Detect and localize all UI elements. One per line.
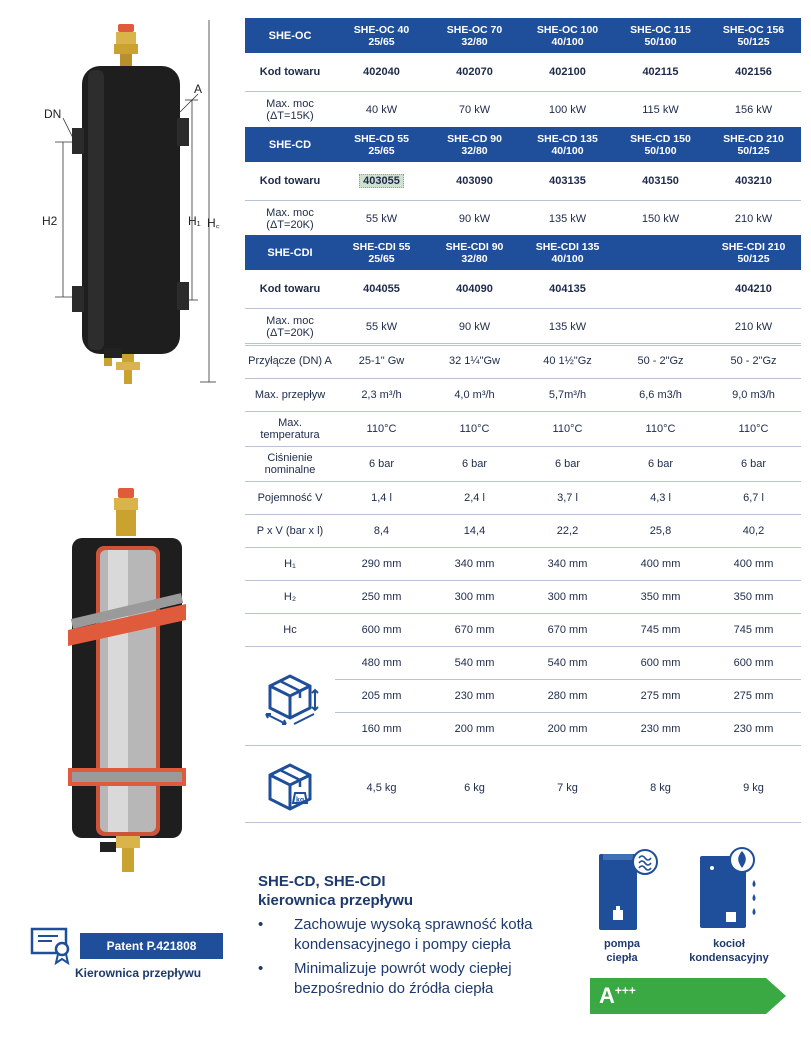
table-cell bbox=[428, 213, 521, 225]
dimension-row bbox=[335, 680, 801, 713]
spec-cell: 22,2 bbox=[556, 525, 579, 537]
cell-value: 404210 bbox=[735, 283, 772, 295]
spec-cell: 14,4 bbox=[463, 525, 486, 537]
spec-cell: 6 bar bbox=[554, 458, 581, 470]
cell-value: 403210 bbox=[735, 175, 772, 187]
model-table bbox=[245, 18, 801, 129]
spec-cell: 40,2 bbox=[742, 525, 765, 537]
feature-item: • Zachowuje wysoką sprawność kotła kondensacyjnego i pompy ciepła bbox=[258, 916, 533, 953]
spec-cell: 50 - 2"Gz bbox=[637, 355, 684, 367]
dn-label: DN bbox=[44, 107, 62, 121]
table-cell bbox=[614, 175, 707, 187]
svg-text:kg: kg bbox=[296, 796, 305, 804]
hc-label: H꜀ bbox=[207, 216, 220, 230]
hydraulic-separator-drawing bbox=[0, 0, 240, 400]
spec-cell: 110°C bbox=[366, 423, 397, 435]
weight-cell: 7 kg bbox=[557, 782, 578, 794]
dimension-cell: 280 mm bbox=[547, 690, 588, 702]
heat-pump-icon bbox=[597, 846, 659, 932]
model-table bbox=[245, 235, 801, 346]
table-row bbox=[245, 92, 801, 129]
spec-row bbox=[245, 482, 801, 515]
spec-cell: 110°C bbox=[459, 423, 490, 435]
table-cell bbox=[335, 104, 428, 116]
spec-row bbox=[245, 344, 801, 379]
model-header-row bbox=[245, 235, 801, 270]
spec-cell: 3,7 l bbox=[557, 492, 578, 504]
model-header-cell: SHE-CD 55 25/65 bbox=[354, 132, 409, 157]
weight-cell: 9 kg bbox=[743, 782, 764, 794]
table-row bbox=[245, 201, 801, 238]
spec-row bbox=[245, 548, 801, 581]
spec-cell: 4,3 l bbox=[650, 492, 671, 504]
spec-cell: 400 mm bbox=[640, 558, 681, 570]
table-cell bbox=[428, 175, 521, 187]
dimension-cell: 480 mm bbox=[361, 657, 402, 669]
table-cell bbox=[335, 213, 428, 225]
spec-row bbox=[245, 379, 801, 412]
dimension-cell: 160 mm bbox=[361, 723, 402, 735]
feature-list bbox=[258, 915, 548, 1003]
weight-row bbox=[245, 746, 801, 823]
table-row bbox=[245, 53, 801, 92]
a-label: A bbox=[194, 82, 203, 96]
spec-cell: 110°C bbox=[645, 423, 676, 435]
row-label: Max. moc (ΔT=15K) bbox=[266, 98, 314, 122]
spec-cell: 350 mm bbox=[733, 591, 774, 603]
spec-cell: 6 bar bbox=[740, 458, 767, 470]
cell-value: 403090 bbox=[456, 175, 493, 187]
spec-cell: 600 mm bbox=[361, 624, 402, 636]
spec-cell: 340 mm bbox=[547, 558, 588, 570]
table-cell bbox=[707, 283, 800, 295]
dimension-cell: 230 mm bbox=[640, 723, 681, 735]
dimension-cell: 600 mm bbox=[733, 657, 774, 669]
table-cell bbox=[521, 104, 614, 116]
table-cell bbox=[614, 213, 707, 225]
spec-cell: 2,3 m³/h bbox=[361, 389, 402, 401]
spec-label: P x V (bar x l) bbox=[256, 525, 324, 537]
model-header-row bbox=[245, 18, 801, 53]
cell-value: 55 kW bbox=[365, 321, 398, 333]
table-cell bbox=[521, 321, 614, 333]
table-cell bbox=[707, 321, 800, 333]
model-table bbox=[245, 127, 801, 238]
dimension-cell: 200 mm bbox=[454, 723, 495, 735]
spec-cell: 2,4 l bbox=[464, 492, 485, 504]
cell-value: 90 kW bbox=[458, 213, 491, 225]
model-header-cell: SHE-CDI 90 32/80 bbox=[445, 240, 504, 265]
spec-cell: 110°C bbox=[552, 423, 583, 435]
cell-value: 156 kW bbox=[734, 104, 773, 116]
spec-row bbox=[245, 614, 801, 647]
patent-number: Patent P.421808 bbox=[80, 933, 223, 959]
cutaway-drawing bbox=[0, 480, 240, 880]
spec-row bbox=[245, 581, 801, 614]
model-header-cell: SHE-OC 115 50/100 bbox=[630, 23, 691, 48]
certificate-icon bbox=[30, 925, 74, 965]
series-label: SHE-CD bbox=[268, 138, 312, 151]
cell-value: 404135 bbox=[549, 283, 586, 295]
spec-cell: 40 1½"Gz bbox=[543, 355, 592, 367]
table-cell bbox=[614, 104, 707, 116]
cell-value: 403135 bbox=[549, 175, 586, 187]
table-cell bbox=[521, 213, 614, 225]
spec-label: H₂ bbox=[283, 591, 297, 603]
box-dimensions-icon bbox=[245, 647, 335, 745]
cell-value: 90 kW bbox=[458, 321, 491, 333]
spec-cell: 6 bar bbox=[647, 458, 674, 470]
spec-label: Max. przepływ bbox=[254, 389, 326, 401]
dimension-cell: 275 mm bbox=[640, 690, 681, 702]
h1-label: H₁ bbox=[188, 214, 201, 228]
spec-cell: 25-1" Gw bbox=[358, 355, 405, 367]
spec-label: Ciśnienie nominalne bbox=[264, 452, 316, 476]
spec-cell: 340 mm bbox=[454, 558, 495, 570]
row-label: Kod towaru bbox=[259, 66, 321, 78]
dimension-cell: 275 mm bbox=[733, 690, 774, 702]
series-label: SHE-CDI bbox=[267, 246, 313, 259]
model-header-cell: SHE-CD 150 50/100 bbox=[630, 132, 691, 157]
patent-subtitle: Kierownica przepływu bbox=[75, 966, 202, 980]
cell-value: 402115 bbox=[642, 66, 679, 78]
cell-value: 402070 bbox=[456, 66, 493, 78]
package-dimensions-block bbox=[245, 647, 801, 746]
row-label: Kod towaru bbox=[259, 283, 321, 295]
cell-value: 210 kW bbox=[734, 321, 773, 333]
condensing-boiler-label: kocioł kondensacyjny bbox=[689, 938, 769, 964]
condensing-boiler-icon bbox=[698, 846, 764, 936]
spec-label: Hc bbox=[283, 624, 297, 636]
cell-value: 150 kW bbox=[641, 213, 680, 225]
spec-cell: 25,8 bbox=[649, 525, 672, 537]
spec-row bbox=[245, 515, 801, 548]
cell-value: 40 kW bbox=[365, 104, 398, 116]
spec-label: Przyłącze (DN) A bbox=[248, 355, 332, 367]
model-header-cell: SHE-CDI 210 50/125 bbox=[721, 240, 786, 265]
spec-label: Pojemność V bbox=[257, 492, 323, 504]
table-row bbox=[245, 309, 801, 346]
heat-pump-label: pompa ciepła bbox=[603, 938, 641, 964]
spec-cell: 110°C bbox=[738, 423, 769, 435]
cell-value: 70 kW bbox=[458, 104, 491, 116]
spec-cell: 745 mm bbox=[733, 624, 774, 636]
series-label: SHE-OC bbox=[268, 29, 312, 42]
spec-cell: 8,4 bbox=[373, 525, 390, 537]
model-header-cell: SHE-CDI 135 40/100 bbox=[535, 240, 600, 265]
dimension-row bbox=[335, 647, 801, 680]
table-cell bbox=[335, 66, 428, 78]
spec-cell: 300 mm bbox=[547, 591, 588, 603]
table-cell bbox=[521, 283, 614, 295]
dimension-cell: 200 mm bbox=[547, 723, 588, 735]
table-cell bbox=[521, 175, 614, 187]
spec-cell: 745 mm bbox=[640, 624, 681, 636]
model-header-cell: SHE-OC 70 32/80 bbox=[446, 23, 503, 48]
cell-value: 402040 bbox=[363, 66, 400, 78]
weight-cell: 4,5 kg bbox=[366, 782, 397, 794]
row-label: Kod towaru bbox=[259, 175, 321, 187]
dimension-cell: 600 mm bbox=[640, 657, 681, 669]
patent-badge bbox=[30, 929, 224, 962]
dimension-cell: 540 mm bbox=[547, 657, 588, 669]
table-row bbox=[245, 162, 801, 201]
cell-value: 402100 bbox=[549, 66, 586, 78]
table-row bbox=[245, 270, 801, 309]
cell-value: 404090 bbox=[456, 283, 493, 295]
cell-value: 115 kW bbox=[642, 104, 679, 116]
spec-row bbox=[245, 447, 801, 482]
spec-cell: 4,0 m³/h bbox=[454, 389, 495, 401]
table-cell bbox=[707, 104, 800, 116]
spec-cell: 400 mm bbox=[733, 558, 774, 570]
model-header-row bbox=[245, 127, 801, 162]
table-cell bbox=[335, 175, 428, 187]
model-header-cell: SHE-CD 210 50/125 bbox=[723, 132, 784, 157]
table-cell bbox=[707, 213, 800, 225]
dimension-cell: 205 mm bbox=[361, 690, 402, 702]
dimension-cell: 230 mm bbox=[454, 690, 495, 702]
model-header-cell: SHE-OC 156 50/125 bbox=[722, 23, 785, 48]
spec-cell: 670 mm bbox=[547, 624, 588, 636]
spec-cell: 6 bar bbox=[461, 458, 488, 470]
cell-value: 403055 bbox=[359, 174, 404, 188]
model-header-cell: SHE-CD 135 40/100 bbox=[537, 132, 598, 157]
dimension-cell: 540 mm bbox=[454, 657, 495, 669]
model-header-cell: SHE-OC 100 40/100 bbox=[536, 23, 599, 48]
table-cell bbox=[428, 104, 521, 116]
spec-cell: 5,7m³/h bbox=[548, 389, 587, 401]
spec-cell: 1,4 l bbox=[371, 492, 392, 504]
spec-cell: 50 - 2"Gz bbox=[730, 355, 777, 367]
cell-value: 404055 bbox=[363, 283, 400, 295]
cell-value: 135 kW bbox=[548, 213, 587, 225]
model-header-cell: SHE-CDI 55 25/65 bbox=[352, 240, 411, 265]
spec-cell: 6,6 m3/h bbox=[639, 389, 682, 401]
dimension-row bbox=[335, 713, 801, 745]
spec-cell: 9,0 m3/h bbox=[732, 389, 775, 401]
table-cell bbox=[428, 283, 521, 295]
spec-cell: 6 bar bbox=[368, 458, 395, 470]
cell-value: 210 kW bbox=[734, 213, 773, 225]
table-cell bbox=[707, 66, 800, 78]
row-label: Max. moc (ΔT=20K) bbox=[266, 315, 314, 339]
h2-label: H2 bbox=[42, 214, 58, 228]
model-header-cell: SHE-OC 40 25/65 bbox=[353, 23, 410, 48]
table-cell bbox=[521, 66, 614, 78]
weight-cell: 6 kg bbox=[464, 782, 485, 794]
table-cell bbox=[335, 321, 428, 333]
spec-cell: 670 mm bbox=[454, 624, 495, 636]
spec-cell: 250 mm bbox=[361, 591, 402, 603]
cell-value: 402156 bbox=[735, 66, 772, 78]
model-header-cell: SHE-CD 90 32/80 bbox=[447, 132, 502, 157]
cell-value: 403150 bbox=[642, 175, 679, 187]
cell-value: 135 kW bbox=[548, 321, 587, 333]
product-subtitle: SHE-CD, SHE-CDI kierownica przepływu bbox=[258, 873, 414, 909]
cell-value: 55 kW bbox=[365, 213, 398, 225]
table-cell bbox=[335, 283, 428, 295]
spec-cell: 300 mm bbox=[454, 591, 495, 603]
table-cell bbox=[707, 175, 800, 187]
table-cell bbox=[428, 321, 521, 333]
spec-cell: 32 1¼"Gw bbox=[449, 355, 500, 367]
spec-label: Max. temperatura bbox=[260, 417, 320, 441]
energy-class-label: A+++ bbox=[599, 983, 636, 1008]
spec-cell: 290 mm bbox=[361, 558, 402, 570]
spec-cell: 350 mm bbox=[640, 591, 681, 603]
feature-item: • Minimalizuje powrót wody ciepłej bezpośrednio do źródła ciepła bbox=[258, 960, 512, 997]
table-cell bbox=[614, 66, 707, 78]
spec-row bbox=[245, 412, 801, 447]
weight-cell: 8 kg bbox=[650, 782, 671, 794]
table-cell bbox=[428, 66, 521, 78]
spec-label: H₁ bbox=[284, 558, 296, 570]
spec-cell: 6,7 l bbox=[743, 492, 764, 504]
cell-value: 100 kW bbox=[548, 104, 587, 116]
dimension-cell: 230 mm bbox=[733, 723, 774, 735]
row-label: Max. moc (ΔT=20K) bbox=[266, 207, 314, 231]
box-weight-icon bbox=[245, 759, 335, 818]
